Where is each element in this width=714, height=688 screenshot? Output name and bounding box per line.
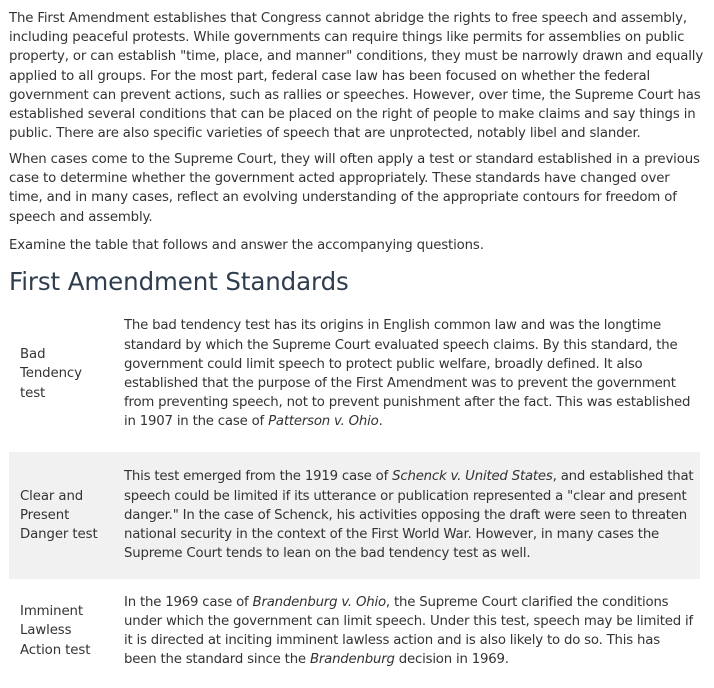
- description-text: The bad tendency test has its origins in English common law and was the longtime standard by which the Supreme Court evaluated speech claims. By this standard, the government could limit speech to protect public welfare, broadly defined. It also established that the purpose of the First Amendment was to prevent the government from preventing speech, not to prevent punishment after the fact. This was established in 1907 in the case of: [124, 318, 691, 430]
- description-text: decision in 1969.: [394, 652, 509, 668]
- case-name: Patterson v. Ohio: [268, 414, 379, 430]
- description-text: This test emerged from the 1919 case of: [124, 469, 393, 485]
- standards-table-row: [9, 452, 700, 579]
- instructions-paragraph: Examine the table that follows and answer the accompanying questions.: [9, 238, 484, 253]
- standards-table-row: [9, 582, 700, 680]
- standard-description: [102, 593, 694, 670]
- description-text: , and established that speech could be limited if its utterance or publication represented a "clear and present danger." In the case of Schenck, his activities opposing the draft were seen to threaten national security in the context of the First World War. However, in many cases the Supreme Court tends to lean on the bad tendency test as well.: [124, 469, 694, 562]
- standards-table-row: [9, 310, 700, 438]
- description-text: In the 1969 case of: [124, 594, 253, 610]
- section-title: First Amendment Standards: [9, 267, 349, 296]
- standard-description: [102, 316, 694, 431]
- description-text: , the Supreme Court clarified the conditions under which the government can limit speech. Under this test, speech may be limited if it is directed at inciting imminent lawless action and is also likely to do so. This has been the standard since the: [124, 594, 693, 668]
- standard-description: [102, 467, 694, 563]
- intro-paragraph: The First Amendment establishes that Congress cannot abridge the rights to free speech and assembly, including peaceful protests. While governments can require things like permits for assemblies on public property, or can establish "time, place, and manner" conditions, they must be narrowly drawn and equally applied to all groups. For the most part, federal case law has been focused on whether the federal government can prevent actions, such as rallies or speeches. However, over time, the Supreme Court has established several conditions that can be placed on the right of people to make claims and say things in public. There are also specific varieties of speech that are unprotected, notably libel and slander.: [9, 11, 704, 142]
- standard-term: Bad Tendency test: [20, 347, 82, 401]
- standard-term: Clear and Present Danger test: [20, 488, 98, 543]
- case-name: Schenck v. United States: [392, 469, 553, 485]
- description-text: .: [378, 414, 383, 430]
- case-name: Brandenburg: [309, 652, 395, 668]
- intro-paragraph: When cases come to the Supreme Court, they will often apply a test or standard established in a previous case to determine whether the government acted appropriately. These standards have changed over time, and in many cases, reflect an evolving understanding of the appropriate contours for freedom of speech and assembly.: [9, 152, 700, 225]
- standard-term: Imminent Lawless Action test: [20, 604, 91, 658]
- case-name: Brandenburg v. Ohio: [252, 594, 386, 610]
